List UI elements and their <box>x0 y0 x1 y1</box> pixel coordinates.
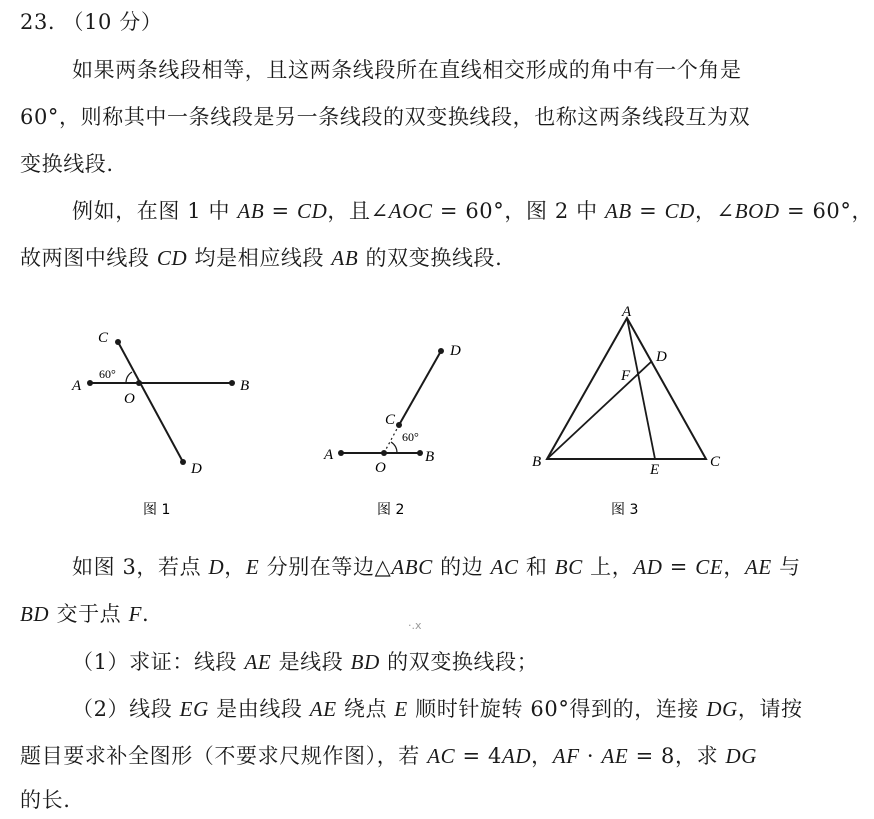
text: 故两图中线段 <box>20 246 157 270</box>
text: 均是相应线段 <box>187 246 332 270</box>
text: 交于点 <box>49 602 129 626</box>
text: 与 <box>771 555 801 579</box>
math: BOD <box>734 199 780 223</box>
fig1-point-b <box>229 380 235 386</box>
figure-3 <box>532 304 721 518</box>
fig1-angle-arc <box>126 372 132 383</box>
math: CE <box>695 555 724 579</box>
text: ，且∠ <box>327 199 389 223</box>
text: 顺时针旋转 60°得到的，连接 <box>407 697 707 721</box>
fig1-point-c <box>115 339 121 345</box>
text: ，∠ <box>694 199 735 223</box>
definition-line-3: 变换线段. <box>20 152 114 176</box>
fig1-point-a <box>87 380 93 386</box>
math: AC <box>427 744 456 768</box>
fig1-label-c: C <box>98 330 109 346</box>
text: ， <box>531 744 553 768</box>
fig1-label-d: D <box>191 461 202 477</box>
fig1-point-o <box>136 380 142 386</box>
problem-line-2 <box>20 600 149 628</box>
math: AOC <box>388 199 433 223</box>
fig2-point-b <box>417 450 423 456</box>
fig1-label-b: B <box>240 378 250 394</box>
text: ， <box>224 555 246 579</box>
question-part-2 <box>72 695 803 723</box>
question-score: （10 分） <box>62 10 163 34</box>
fig3-label-d: D <box>656 349 667 365</box>
text: = 60°， <box>779 199 874 223</box>
question-number: 23. <box>20 10 56 34</box>
fig3-segment-bd <box>547 361 652 459</box>
text: 例如，在图 1 中 <box>72 199 238 223</box>
text: 的双变换线段； <box>379 650 539 674</box>
fig2-point-o <box>381 450 387 456</box>
math: E <box>394 697 408 721</box>
text: 分别在等边△ <box>259 555 392 579</box>
figure-2 <box>323 343 461 518</box>
text: ，请按 <box>737 697 803 721</box>
fig2-label-a: A <box>324 447 334 463</box>
math: E <box>245 555 260 579</box>
fig2-segment-cd <box>399 351 441 425</box>
fig2-point-c <box>396 422 402 428</box>
stray-mark: ·.x <box>408 619 422 632</box>
fig2-label-c: C <box>385 412 396 428</box>
text: = <box>631 199 665 223</box>
math: AE <box>601 744 629 768</box>
fig2-label-d: D <box>450 343 461 359</box>
question-part-2-line-2 <box>20 742 757 770</box>
fig2-angle-label: 60° <box>402 430 419 444</box>
math: EG <box>179 697 209 721</box>
question-part-1 <box>72 648 538 676</box>
math: BD <box>350 650 380 674</box>
text: ， <box>723 555 745 579</box>
fig3-label-e: E <box>650 462 660 478</box>
math: AE <box>309 697 337 721</box>
math: AB <box>237 199 265 223</box>
math: DG <box>725 744 758 768</box>
math: BD <box>20 602 50 626</box>
math: D <box>208 555 225 579</box>
math: AB <box>604 199 632 223</box>
text: （2）线段 <box>72 697 180 721</box>
text: 的边 <box>432 555 491 579</box>
fig1-point-d <box>180 459 186 465</box>
math: AD <box>633 555 663 579</box>
fig1-angle-label: 60° <box>99 367 116 381</box>
math: AD <box>501 744 532 768</box>
fig1-label-o: O <box>124 391 135 407</box>
fig1-label-a: A <box>72 378 82 394</box>
text: = <box>264 199 297 223</box>
fig3-label-f: F <box>621 368 631 384</box>
fig2-label-b: B <box>425 449 435 465</box>
math: AF <box>552 744 580 768</box>
math: CD <box>156 246 188 270</box>
definition-line-2: 60°，则称其中一条线段是另一条线段的双变换线段，也称这两条线段互为双 <box>20 105 751 129</box>
text: 是线段 <box>271 650 351 674</box>
text: = 8，求 <box>628 744 726 768</box>
math: CD <box>297 199 328 223</box>
fig3-label-b: B <box>532 454 542 470</box>
math: BC <box>554 555 583 579</box>
definition-line-1: 如果两条线段相等，且这两条线段所在直线相交形成的角中有一个角是 <box>72 58 742 82</box>
text: 的双变换线段. <box>358 246 503 270</box>
text: 是由线段 <box>208 697 310 721</box>
fig2-point-d <box>438 348 444 354</box>
math: AB <box>331 246 359 270</box>
fig3-caption: 图 3 <box>611 502 639 518</box>
math: AE <box>244 650 272 674</box>
fig2-label-o: O <box>375 460 386 476</box>
text: 上， <box>582 555 634 579</box>
text: = <box>662 555 696 579</box>
text: 如图 3，若点 <box>72 555 209 579</box>
text: 和 <box>518 555 555 579</box>
text: 题目要求补全图形（不要求尺规作图），若 <box>20 744 428 768</box>
text: 绕点 <box>336 697 395 721</box>
fig3-segment-ae <box>627 318 655 459</box>
math: AE <box>744 555 772 579</box>
fig3-label-c: C <box>710 454 721 470</box>
math: CD <box>664 199 695 223</box>
text: = 60°，图 2 中 <box>432 199 605 223</box>
fig2-angle-arc <box>391 442 397 453</box>
question-part-2-line-3: 的长. <box>20 788 71 812</box>
text: = 4 <box>455 744 502 768</box>
math: F <box>128 602 142 626</box>
fig3-label-a: A <box>622 304 632 320</box>
fig2-point-a <box>338 450 344 456</box>
math: DG <box>706 697 738 721</box>
fig1-caption: 图 1 <box>143 502 171 518</box>
text: （1）求证：线段 <box>72 650 245 674</box>
math: ABC <box>391 555 433 579</box>
text: · <box>579 744 602 768</box>
figure-1 <box>71 330 249 518</box>
math: AC <box>490 555 519 579</box>
problem-line-1 <box>72 553 801 581</box>
fig2-caption: 图 2 <box>377 502 405 518</box>
text: . <box>142 602 150 626</box>
